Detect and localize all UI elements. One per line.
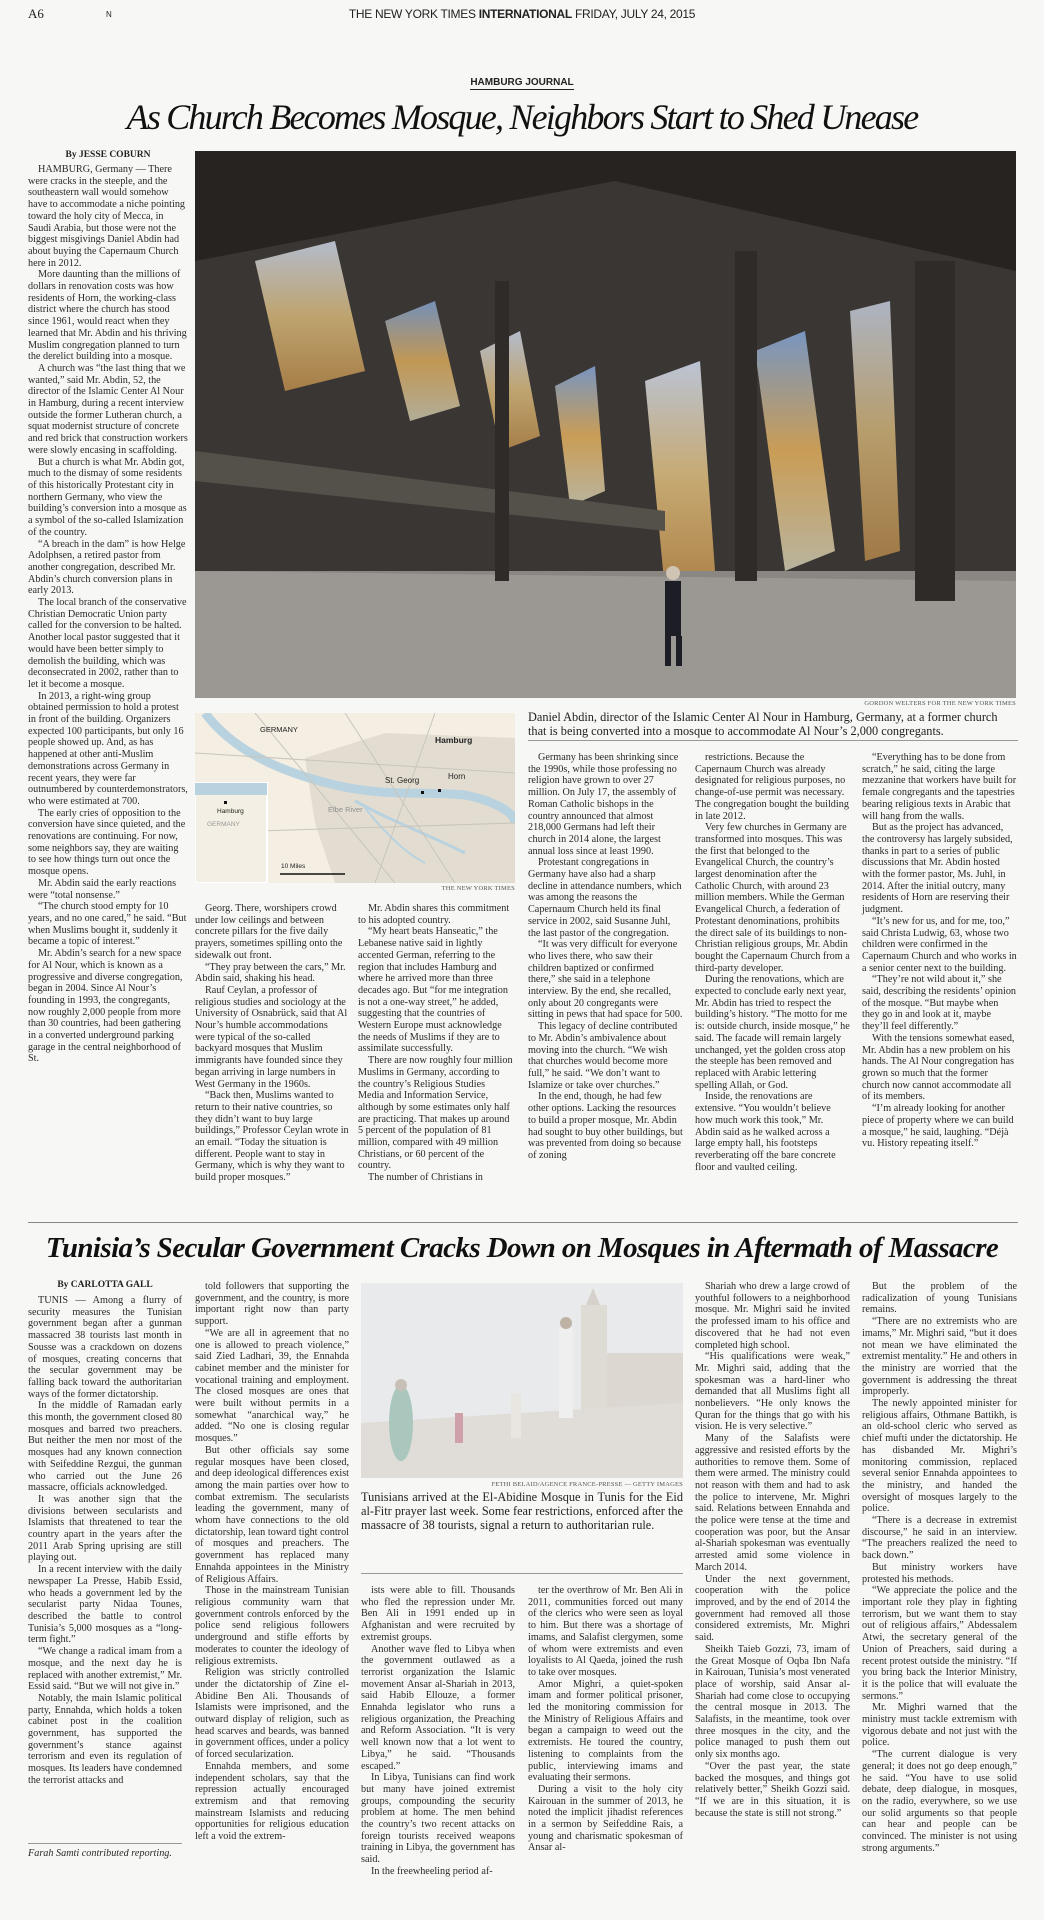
paragraph: But ministry workers have protested his methods.: [862, 1561, 1017, 1585]
paragraph: Mr. Abdin’s search for a new space for Al Nour, which is known as a progressive and diverse congregation, began in 2004. Since Al Nour’s founding in 1993, the congregants, now roughly 2,000 people from more than 30 countries, had been gathering in a converted underground parking garage in the central neighborhood of St.: [28, 948, 183, 1065]
story2-col5: [695, 1281, 850, 1819]
paragraph: Another wave fled to Libya when the government outlawed as a terrorist organization the Islamic movement Ansar al-Shariah in 2013, said Habib Ellouze, a former Ennahda legislator who runs a religious organization, the Preaching and Reform Association. “It is very well known now that a lot went to Libya,” he said. “Thousands escaped.”: [361, 1643, 515, 1772]
paragraph: Rauf Ceylan, a professor of religious studies and sociology at the University of Osnabrück, said that Al Nour’s humble accommodations were typical of the so-called backyard mosques that Muslim immigrants have founded since they began arriving in large numbers in West Germany in the 1960s.: [195, 984, 348, 1090]
paragraph: TUNIS — Among a flurry of security measures the Tunisian government began after a gunman massacred 38 tourists last month in Sousse was a crackdown on dozens of mosques, creating concerns that the secular government may be falling back toward the authoritarian ways of the former dictatorship.: [28, 1295, 182, 1400]
story2-col4: [528, 1585, 683, 1854]
paragraph: Shariah who drew a large crowd of youthful followers to a neighborhood mosque. Mr. Mighri said he invited the professed imam to his office and discovered that he had not even completed high school.: [695, 1281, 850, 1351]
map-inset-label-city: Hamburg: [217, 808, 244, 815]
story1-col6: [862, 752, 1017, 1150]
paragraph: In Libya, Tunisians can find work but many have joined extremist groups, compounding the security problem at home. The men behind the country’s two recent attacks on foreign tourists received weapons training in Libya, the government has said.: [361, 1772, 515, 1866]
paragraph: In the end, though, he had few other options. Lacking the resources to build a proper mosque, Mr. Abdin had sought to buy other buildings, but was prevented from doing so because of zoning: [528, 1091, 683, 1161]
paragraph: But a church is what Mr. Abdin got, much to the dismay of some residents of this historically Protestant city in northern Germany, who view the building’s conversion into a mosque as a symbol of the so-called Islamization of the country.: [28, 456, 187, 538]
story2-tagline: Farah Samti contributed reporting.: [28, 1848, 172, 1859]
map-label-hamburg: Hamburg: [435, 735, 473, 745]
mosque-photo: [361, 1283, 683, 1478]
paragraph: Under the next government, cooperation with the police improved, and by the end of 2014 the government had removed all those considered extremists, Mr. Mighri said.: [695, 1573, 850, 1644]
section-name: INTERNATIONAL: [478, 7, 572, 21]
story-divider: [28, 1222, 1018, 1223]
map-label-germany: GERMANY: [260, 725, 298, 734]
story1-headline[interactable]: As Church Becomes Mosque, Neighbors Start to Shed Unease: [126, 97, 918, 137]
map-inset-label-country: GERMANY: [207, 821, 240, 828]
paragraph: Notably, the main Islamic political party, Ennahda, which holds a token cabinet post in the coalition government, has supported the government’s stance against terrorism and even its regulation of mosques. Its leaders have condemned the terrorist attacks and: [28, 1692, 182, 1786]
hamburg-map: [195, 713, 515, 883]
map-label-horn: Horn: [448, 772, 466, 781]
caption-rule: [528, 740, 1018, 741]
story1-col1: [28, 164, 188, 1065]
paragraph: “Back then, Muslims wanted to return to their native countries, so they didn’t want to buy large buildings,” Professor Ceylan wrote in an email. “Today the situation is different. People want to stay in Germany, which is why they want to build proper mosques.”: [195, 1090, 349, 1184]
paragraph: “I’m already looking for another piece of property where we can build a mosque,” he said, laughing. “Déjà vu. History repeating itself.”: [862, 1103, 1014, 1150]
issue-date: FRIDAY, JULY 24, 2015: [574, 7, 696, 21]
story2-col3: [361, 1585, 515, 1878]
paragraph: In a recent interview with the daily newspaper La Presse, Habib Essid, who heads a government led by the secularist party Nidaa Tounes, described the battle to control Tunisia’s 5,000 mosques as a “long-term fight.”: [28, 1564, 182, 1646]
story1-kicker: HAMBURG JOURNAL: [470, 77, 574, 88]
paragraph: “Over the past year, the state backed the mosques, and things got relatively better,” Sheikh Gozzi said. “If we are in this situation, it is because the state is still not strong.”: [695, 1760, 850, 1819]
story2-photo-credit: FETHI BELAID/AGENCE FRANCE-PRESSE — GETTY IMAGES: [491, 1481, 683, 1488]
paragraph: “They’re not wild about it,” she said, describing the residents’ opinion of the mosque. “But maybe when they go in and look at it, maybe they’ll feel differently.”: [862, 974, 1017, 1033]
paragraph: With the tensions somewhat eased, Mr. Abdin has a new problem on his hands. The Al Nour congregation has grown so much that the former church now cannot accommodate all of its members.: [862, 1032, 1015, 1103]
paragraph: “They pray between the cars,” Mr. Abdin said, shaking his head.: [195, 961, 346, 985]
paragraph: “There are no extremists who are imams,” Mr. Mighri said, “but it does not mean we have eliminated the extremist mentality.” He and others in the ministry are worried that the government is addressing the threat improperly.: [862, 1316, 1017, 1398]
paragraph: In the freewheeling period af-: [371, 1865, 493, 1877]
paragraph: Religion was strictly controlled under the dictatorship of Zine el-Abidine Ben Ali. Thousands of Islamists were imprisoned, and the outward display of religion, such as head scarves and beards, was banned in government offices, under a policy of forced secularization.: [195, 1667, 349, 1761]
paragraph: During a visit to the holy city Kairouan in the summer of 2013, he noted the implicit jihadist references in a sermon by Seifeddine Rais, a young and charismatic spokesman of Ansar al-: [528, 1783, 683, 1854]
paragraph: Georg. There, worshipers crowd under low ceilings and between concrete pillars for the five daily prayers, sometimes spilling onto the sidewalk out front.: [195, 903, 343, 961]
paragraph: More daunting than the millions of dollars in renovation costs was how residents of Horn, the working-class district where the church has stood since 1961, would react when they learned that Mr. Abdin and his thriving Muslim congregation planned to turn the derelict building into a mosque.: [28, 269, 187, 363]
map-label-river: Elbe River: [328, 805, 363, 814]
paragraph: Inside, the renovations are extensive. “You wouldn’t believe how much work this took,” Mr. Abdin said as he walked across a large empty hall, his footsteps reverberating off the bare concrete floor and vaulted ceiling.: [695, 1091, 836, 1173]
paragraph: The local branch of the conservative Christian Democratic Union party called for the conversion to be halted. Another local pastor suggested that it would have been better simply to demolish the building, which was deconsecrated in 2002, rather than to let it become a mosque.: [28, 597, 187, 690]
paragraph: Mr. Mighri warned that the ministry must tackle extremism with vigorous debate and not just with the police.: [862, 1702, 1017, 1749]
paragraph: The number of Christians in: [368, 1172, 483, 1184]
paragraph: There are now roughly four million Muslims in Germany, according to the country’s Religious Studies Media and Information Service, although by some estimates only half are practicing. That makes up around 5 percent of the population of 81 million, compared with 49 million Christians, or 60 percent of the country.: [358, 1055, 513, 1172]
paragraph: This legacy of decline contributed to Mr. Abdin’s ambivalence about moving into the church. “We wish that churches would become more full,” he said. “We don’t want to Islamize or take over churches.”: [528, 1021, 678, 1091]
paper-name: THE NEW YORK TIMES: [348, 7, 476, 21]
paragraph: “His qualifications were weak,” Mr. Mighri said, adding that the spokesman was a hard-liner who demanded that all Muslims fight all nonbelievers. “He only knows the Quran for the things that go with his vision. He is very selective.”: [695, 1351, 850, 1433]
paragraph: “We are all in agreement that no one is allowed to preach violence,” said Zied Ladhari, 39, the Ennahda cabinet member and the minister for vocational training and employment. The closed mosques are ones that were built without permits in a somewhat “anarchical way,” he added. “No one is closing regular mosques.”: [195, 1327, 349, 1445]
paragraph: In 2013, a right-wing group obtained permission to hold a protest in front of the building. Organizers expected 100 participants, but only 16 people showed up. And, as has happened at other anti-Muslim demonstrations across Germany in recent years, they were far outnumbered by counterdemonstrators, who were estimated at 700.: [28, 690, 188, 807]
story2-photo-caption: Tunisians arrived at the El-Abidine Mosque in Tunis for the Eid al-Fitr prayer last week. Some fear restrictions, enforced after the massacre of 38 tourists, signal a return to authoritarian rule.: [361, 1490, 683, 1532]
mosque-photo-art: [361, 1283, 683, 1478]
paragraph: Mr. Abdin said the early reactions were “total nonsense.”: [28, 877, 177, 901]
paragraph: But other officials say some regular mosques have been closed, and deep ideological differences exist among the main parties over how to combat extremism. The secularists leading the government, many of whom have connections to the old dictatorship, lean toward tight control of mosques and preachers. The government has replaced many Ennahda appointees in the Ministry of Religious Affairs.: [195, 1444, 349, 1585]
story1-col3: [358, 903, 513, 1184]
st-georg-marker: [421, 791, 424, 794]
paragraph: Mr. Abdin shares this commitment to his adopted country.: [358, 903, 510, 926]
paragraph: “The current dialogue is very general; it does not go deep enough,” he said. “You have to use solid debate, deep dialogue, in mosques, on the radio, everywhere, so we use our solid arguments so that people can hear and people can be convinced. The minister is not using strong arguments.”: [862, 1749, 1017, 1854]
story1-photo-caption: Daniel Abdin, director of the Islamic Center Al Nour in Hamburg, Germany, at a former church that is being converted into a mosque to accommodate Al Nour’s 2,000 congregants.: [528, 710, 998, 738]
paragraph: The newly appointed minister for religious affairs, Othmane Battikh, is an old-school cleric who served as chief mufti under the dictatorship. He has disbanded Mr. Mighri’s monitoring commission, replaced several senior Ennahda appointees to the ministry, and handed the oversight of mosques largely to the police.: [862, 1398, 1017, 1515]
map-scale-label: 10 Miles: [281, 863, 306, 870]
paragraph: Ennahda members, and some independent scholars, say that the repression actually encouraged extremism and that removing mainstream Islamists and reducing opportunities for religious education left a void the extrem-: [195, 1760, 349, 1843]
paragraph: A church was “the last thing that we wanted,” said Mr. Abdin, 52, the director of the Islamic Center Al Nour in Hamburg, during a recent interview outside the former Lutheran church, a squat modernist structure of concrete and red brick that construction workers were slowly encasing in scaffolding.: [28, 362, 188, 456]
paragraph: Protestant congregations in Germany have also had a sharp decline in attendance numbers, which was among the reasons the Capernaum Church held its final service in 2002, said Susanne Juhl, the last pastor of the congregation.: [528, 857, 682, 939]
paragraph: In the middle of Ramadan early this month, the government closed 80 mosques and barred two preachers. But neither the men nor most of the mosques had any known connection with Seifeddine Rezgui, the gunman who carried out the June 26 massacre, officials acknowledged.: [28, 1400, 182, 1494]
paragraph: “We appreciate the police and the important role they play in fighting terrorism, but we want them to stay out of religious affairs,” Abdessalem Atwi, the secretary general of the Union of Preachers, said during a recent protest outside the ministry. “If you bring back the Interior Ministry, it is the police that will evaluate the sermons.”: [862, 1585, 1017, 1702]
paragraph: But as the project has advanced, the controversy has largely subsided, thanks in part to a series of public discussions that Mr. Abdin hosted with the former pastor, Ms. Juhl, in 2014. After the initial outcry, many residents of Horn are reserving their judgment.: [862, 822, 1013, 916]
paragraph: “There is a decrease in extremist discourse,” he said in an interview. “The preachers realized the need to back down.”: [862, 1515, 1017, 1562]
church-interior-photo: [195, 151, 1016, 698]
story1-col4: [528, 752, 683, 1162]
paragraph: ter the overthrow of Mr. Ben Ali in 2011, communities forced out many of the clerics who were seen as loyal to him. But there was a shortage of imams, and Salafist clergymen, some of whom were extremists and even loyalists to Al Qaeda, joined the rush to take over mosques.: [528, 1585, 683, 1678]
paragraph: HAMBURG, Germany — There were cracks in the steeple, and the southeastern wall would somehow have to accommodate a niche pointing toward the holy city of Mecca, in Saudi Arabia, but those were not the biggest misgivings Daniel Abdin had about buying the Capernaum Church here in 2012.: [28, 164, 186, 269]
story2-col6: [862, 1281, 1017, 1854]
story1-col2: [195, 903, 350, 1184]
story2-col1: [28, 1295, 182, 1787]
map-credit: THE NEW YORK TIMES: [441, 885, 515, 892]
paragraph: Very few churches in Germany are transformed into mosques. This was the first that belonged to the Evangelical Church, the country’s largest denomination after the Catholic Church, with around 23 million members. While the German Evangelical Church, a federation of Protestant denominations, prohibits the direct sale of its buildings to non-Christian religious groups, Mr. Abdin bought the Capernaum Church from a third-party developer.: [695, 822, 850, 974]
paragraph: Sheikh Taieb Gozzi, 73, imam of the Great Mosque of Oqba Ibn Nafa in Kairouan, Tunisia’s most venerated place of worship, said Ansar al-Shariah had come close to occupying the central mosque in 2013. The Salafists, in the meantime, took over three mosques in the city, and the police managed to push them out only six months ago.: [695, 1643, 850, 1761]
tagline-rule: [28, 1843, 182, 1844]
paragraph: Many of the Salafists were aggressive and resisted efforts by the authorities to remove them. Some of them were armed. The ministry could not reason with them and had to ask the police to intervene, Mr. Mighri said. Relations between Ennahda and the police were tense at the time and cooperation was poor, but the Ansar al-Shariah spokesman was eventually arrested amid some violence in March 2014.: [695, 1433, 850, 1573]
paragraph: told followers that supporting the government, and the country, is more important right now than party support.: [195, 1281, 349, 1328]
paragraph: Germany has been shrinking since the 1990s, while those professing no religion have grown to over 27 million. On July 17, the assembly of Roman Catholic bishops in the country announced that almost 218,000 Germans had left their church in 2014 alone, the largest annual loss since at least 1990.: [528, 752, 679, 857]
paragraph: ists were able to fill. Thousands who fled the repression under Mr. Ben Ali in 1991 ended up in Afghanistan and were recruited by extremist groups.: [361, 1585, 515, 1643]
map-label-st-georg: St. Georg: [385, 776, 420, 785]
story2-headline[interactable]: Tunisia’s Secular Government Cracks Down on Mosques in Aftermath of Massacre: [45, 1232, 999, 1264]
paragraph: The early cries of opposition to the conversion have since quieted, and the renovations are continuing. For now, some neighbors say, they are waiting to see how things turn out once the mosque opens.: [28, 807, 186, 878]
paragraph: “It was very difficult for everyone who lives there, who saw their children baptized or confirmed there,” she said in a telephone interview. By the end, she recalled, only about 20 congregants were sitting in pews that had space for 500.: [528, 939, 683, 1021]
paragraph: “Everything has to be done from scratch,” he said, citing the large mezzanine that workers have built for female congregants and the tapestries bearing religious texts in Arabic that will hang from the walls.: [862, 752, 1017, 822]
page-number: A6: [28, 6, 44, 21]
story1-col5: [695, 752, 850, 1173]
germany-inset: [195, 783, 267, 883]
paragraph: “The church stood empty for 10 years, and no one cared,” he said. “But when Muslims bought it, suddenly it became a topic of interest.”: [28, 901, 187, 948]
story1-photo-credit: GORDON WELTERS FOR THE NEW YORK TIMES: [864, 700, 1016, 707]
story2-byline: By CARLOTTA GALL: [57, 1280, 153, 1290]
edition-mark: N: [106, 10, 112, 19]
paragraph: But the problem of the radicalization of young Tunisians remains.: [862, 1281, 1017, 1316]
paragraph: It was another sign that the divisions between secularists and Islamists that threatened to tear the country apart in the years after the 2011 Arab Spring uprising are still playing out.: [28, 1493, 182, 1564]
caption2-rule: [361, 1573, 683, 1574]
running-header: [0, 7, 1044, 21]
paragraph: During the renovations, which are expected to conclude early next year, Mr. Abdin has tried to respect the building’s history. “The motto for me is: outside church, inside mosque,” he said. The facade will remain largely unchanged, yet the golden cross atop the steeple has been removed and replaced with Arabic lettering spelling Allah, or God.: [695, 974, 850, 1091]
paragraph: “We change a radical imam from a mosque, and the next day he is replaced with another extremist,” Mr. Essid said. “But we will not give in.”: [28, 1646, 182, 1693]
paragraph: “It’s new for us, and for me, too,” said Christa Ludwig, 63, whose two children were confirmed in the Capernaum Church and who works in a senior center next to the building.: [862, 915, 1017, 974]
paragraph: restrictions. Because the Capernaum Church was already designated for religious purposes, no change-of-use permit was necessary. The congregation bought the building in late 2012.: [695, 752, 849, 822]
horn-marker: [438, 789, 441, 792]
paragraph: “A breach in the dam” is how Helge Adolphsen, a retired pastor from another congregation, described Mr. Abdin’s church conversion plans in early 2013.: [28, 538, 186, 597]
paragraph: “My heart beats Hanseatic,” the Lebanese native said in lightly accented German, referring to the region that includes Hamburg and where he arrived more than three decades ago. But “for me integration is not a one-way street,” he added, suggesting that the countries of Western Europe must acknowledge the needs of Muslims if they are to assimilate successfully.: [358, 926, 508, 1055]
story1-byline: By JESSE COBURN: [65, 150, 151, 160]
paragraph: Those in the mainstream Tunisian religious community warn that government controls enforced by the police send religious followers underground and stifle efforts by moderates to counter the ideology of religious extremists.: [195, 1585, 349, 1667]
story2-col2: [195, 1281, 349, 1843]
paragraph: Amor Mighri, a quiet-spoken imam and former political prisoner, led the monitoring commission for the Ministry of Religious Affairs and began a campaign to weed out the extremists. He toured the country, listening to complaints from the public, interviewing imams and evaluating their sermons.: [528, 1678, 683, 1784]
church-photo-art: [195, 151, 1016, 698]
